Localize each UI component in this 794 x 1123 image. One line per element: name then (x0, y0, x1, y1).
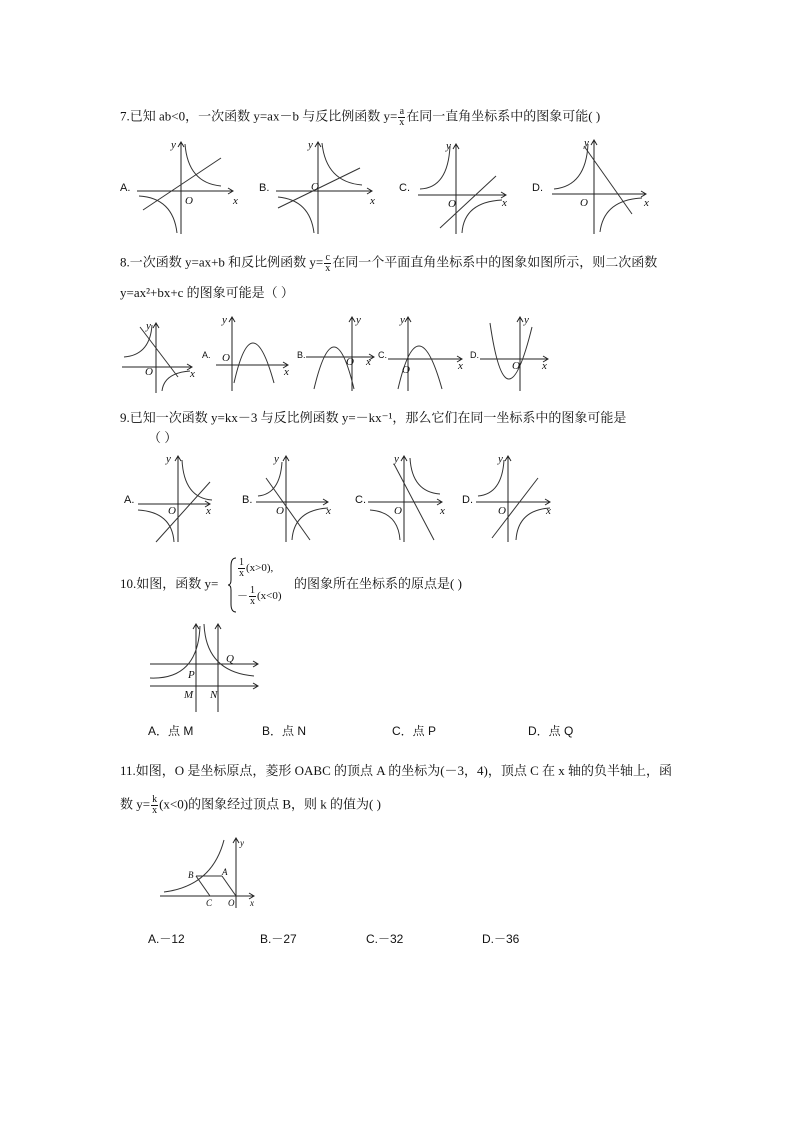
q7-option-c: C. (399, 182, 410, 194)
origin-label: O (222, 352, 230, 364)
q8-graph-d (476, 313, 556, 393)
q10-option-a: A．点 M (148, 724, 194, 738)
q10-stem-pre: 10.如图，函数 y= (120, 576, 219, 591)
label-p: P (188, 669, 195, 681)
axis-y-label: y (166, 453, 171, 465)
axis-y-label: y (222, 314, 227, 326)
origin-label: O (580, 197, 588, 209)
q9-graph-b (252, 452, 334, 544)
q11-line1: 11.如图，O 是坐标原点，菱形 OABC 的顶点 A 的坐标为(－3，4)，顶点 C 在 x 轴的负半轴上，函 (120, 763, 673, 778)
q11-option-a: A.－12 (148, 932, 185, 946)
q7-option-b: B. (259, 182, 270, 194)
origin-label: O (346, 356, 354, 368)
q11-graph (158, 836, 264, 910)
q7-stem-pre: 7.已知 ab<0，一次函数 y=ax－b 与反比例函数 y= (120, 108, 398, 124)
axis-x-label: x (233, 195, 238, 207)
q8-frac-den: x (325, 263, 331, 274)
q9-graph-c (364, 452, 448, 544)
axis-x-label: x (284, 366, 289, 378)
label-a: A (222, 867, 228, 877)
axis-y-label: y (524, 314, 529, 326)
q9-graph-d (472, 452, 556, 544)
origin-label: O (394, 505, 402, 517)
q8-fraction (324, 253, 331, 274)
q10-piecewise (228, 556, 292, 614)
q7-stem-post: 在同一直角坐标系中的图象可能( ) (406, 108, 601, 124)
q7-graph-d (548, 136, 654, 236)
q9-option-c: C. (355, 494, 366, 506)
q10-piece1-frac: $\frac{1}{x}$ (239, 557, 244, 579)
axis-y-label: y (356, 314, 361, 326)
axis-x-label: x (458, 360, 463, 372)
q9-option-b: B. (242, 494, 253, 506)
label-b: B (188, 870, 194, 880)
axis-x-label: x (644, 197, 649, 209)
axis-x-label: x (370, 195, 375, 207)
q8-stem-post: 在同一个平面直角坐标系中的图象如图所示，则二次函数 (332, 254, 658, 270)
q11-option-c: C.－32 (366, 932, 404, 946)
q11-option-d: D.－36 (482, 932, 520, 946)
q8-graph-a (212, 313, 292, 393)
origin-label: O (512, 360, 520, 372)
origin-label: O (168, 505, 176, 517)
q7-graph-c (414, 138, 514, 236)
origin-label: O (276, 505, 284, 517)
q9-stem-line2: （ ） (148, 430, 178, 445)
axis-x-label: x (366, 356, 371, 368)
q7-frac-den: x (399, 117, 405, 128)
axis-x-label: x (542, 360, 547, 372)
origin-label: O (185, 195, 193, 207)
axis-y-label: y (394, 453, 399, 465)
axis-y-label: y (400, 314, 405, 326)
axis-x-label: x (546, 505, 551, 517)
q8-reference-graph (118, 317, 198, 395)
q10-option-d: D．点 Q (528, 724, 574, 738)
q8-stem (120, 253, 657, 274)
axis-y-label: y (498, 453, 503, 465)
q9-stem: 9.已知一次函数 y=kx－3 与反比例函数 y=－kx⁻¹，那么它们在同一坐标系中的图象可能是 (120, 410, 627, 425)
q10-piece1-cond: (x>0), (246, 562, 274, 575)
q8-option-d: D. (470, 350, 479, 360)
origin-label: O (402, 364, 410, 376)
axis-y-label: y (584, 137, 589, 149)
q8-graph-b (302, 313, 382, 393)
origin-label: O (448, 198, 456, 210)
axis-y-label: y (274, 453, 279, 465)
q7-frac-num: a (399, 106, 405, 117)
origin-label: O (145, 366, 153, 378)
axis-y-label: y (171, 139, 176, 151)
q10-piece2-cond: (x<0) (257, 590, 282, 603)
q7-graph-a (133, 138, 243, 236)
q8-option-c: C. (378, 350, 387, 360)
q8-stem-line2: y=ax²+bx+c 的图象可能是（ ） (120, 285, 294, 300)
label-c: C (206, 898, 213, 908)
label-m: M (184, 689, 194, 701)
label-o: O (228, 898, 235, 908)
q8-option-a: A. (202, 350, 211, 360)
q11-fraction: $\frac{k}{x}$ (152, 794, 158, 816)
q11-line2-pre: 数 y= (120, 796, 151, 812)
q9-option-a: A. (124, 494, 135, 506)
axis-x-label: x (502, 197, 507, 209)
q10-option-c: C．点 P (392, 724, 437, 738)
label-y: y (240, 838, 244, 848)
axis-x-label: x (440, 505, 445, 517)
label-q: Q (226, 653, 234, 665)
q8-stem-pre: 8.一次函数 y=ax+b 和反比例函数 y= (120, 254, 324, 270)
axis-x-label: x (190, 368, 195, 380)
q11-line2 (120, 795, 381, 816)
label-x: x (250, 898, 254, 908)
q10-option-b: B．点 N (262, 724, 307, 738)
q7-graph-b (272, 138, 382, 236)
q10-stem-post: 的图象所在坐标系的原点是( ) (294, 576, 462, 591)
origin-label: O (498, 505, 506, 517)
q10-piece2-sign: － (237, 590, 248, 603)
q7-fraction (398, 107, 405, 128)
q9-option-d: D. (462, 494, 473, 506)
q10-piece2-frac: $\frac{1}{x}$ (250, 585, 255, 607)
axis-x-label: x (206, 505, 211, 517)
q8-option-b: B. (297, 350, 306, 360)
axis-y-label: y (446, 140, 451, 152)
q10-graph (146, 620, 264, 714)
q7-option-d: D. (532, 182, 543, 194)
q8-frac-num: c (325, 252, 330, 263)
q7-option-a: A. (120, 182, 131, 194)
q11-line2-post: (x<0)的图象经过顶点 B，则 k 的值为( ) (159, 796, 381, 812)
axis-y-label: y (308, 139, 313, 151)
axis-y-label: y (146, 320, 151, 332)
q8-graph-c (384, 313, 466, 393)
label-n: N (210, 689, 218, 701)
q11-option-b: B.－27 (260, 932, 297, 946)
origin-label: O (311, 181, 319, 193)
q7-stem (120, 107, 600, 128)
q9-graph-a (134, 452, 216, 544)
axis-x-label: x (326, 505, 331, 517)
